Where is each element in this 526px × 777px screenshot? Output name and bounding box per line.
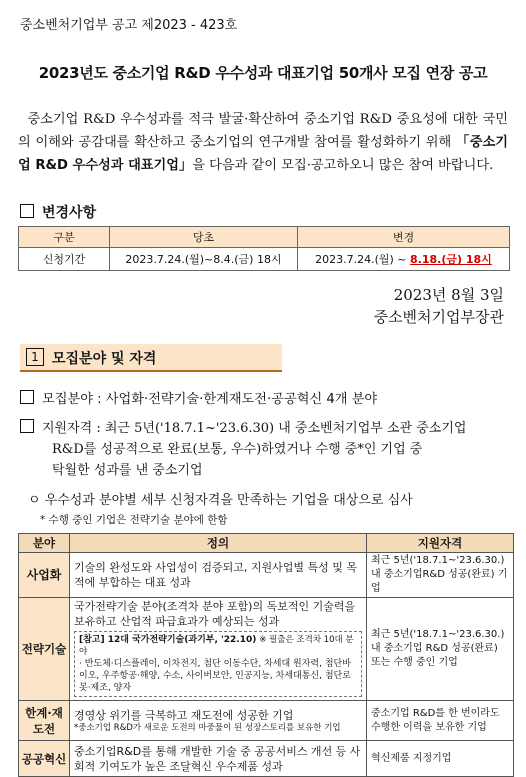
issuer: 중소벤처기업부장관 <box>373 308 504 326</box>
intro-text-before: 중소기업 R&D 우수성과를 적극 발굴·확산하여 중소기업 R&D 중요성에 대한 국민의 이해와 공감대를 확산하고 중소기업의 연구개발 참여를 활성화하기 위해 <box>18 112 508 150</box>
note: * 수행 중인 기업은 전략기술 분야에 한함 <box>40 514 228 526</box>
definition-text: 국가전략기술 분야(조격차 분야 포함)의 독보적인 기술력을 보유하고 산업적 파급효과가 예상되는 성과 <box>74 600 356 628</box>
changed-highlight: 8.18.(금) 18시 <box>410 253 492 266</box>
qualification-cell: 혁신제품 지정기업 <box>367 741 514 777</box>
definition-cell <box>70 598 367 701</box>
field-table <box>18 533 514 777</box>
notice-number: 중소벤처기업부 공고 제2023 - 423호 <box>20 18 238 33</box>
category-cell: 사업화 <box>19 553 70 598</box>
qualification-cell: 최근 5년('18.7.1~'23.6.30.) 내 중소기업 R&D 성공(완료) 또는 수행 중인 기업 <box>367 598 514 701</box>
reference-items: · 반도체·디스플레이, 이차전지, 첨단 이동수단, 차세대 원자력, 첨단바이오, 우주항공·해양, 수소, 사이버보안, 인공지능, 차세대통신, 첨단로봇·제조, 양자 <box>79 659 351 693</box>
checkbox-square-icon <box>20 419 34 433</box>
reference-title: [참고] 12대 국가전략기술(과기부, '22.10) <box>79 635 257 645</box>
qualification-cell: 최근 5년('18.7.1~'23.6.30.) 내 중소기업R&D 성공(완료) 기업 <box>367 553 514 598</box>
qualification-line-2: R&D를 성공적으로 완료(보통, 우수)하였거나 수행 중*인 기업 중 <box>52 442 423 457</box>
qualification-cell: 중소기업 R&D를 한 번이라도 수행한 이력을 보유한 기업 <box>367 701 514 741</box>
table-header-cell: 분야 <box>19 534 70 553</box>
table-header-cell: 정의 <box>70 534 367 553</box>
section-number: 1 <box>26 348 44 366</box>
changes-heading <box>20 202 96 222</box>
qualification-line-3: 탁월한 성과를 낸 중소기업 <box>52 463 203 478</box>
changes-table-header <box>19 227 510 248</box>
circle-line: ㅇ 우수성과 분야별 세부 신청자격을 만족하는 기업을 대상으로 심사 <box>28 493 413 508</box>
definition-text: 경영상 위기를 극복하고 재도전에 성공한 기업 <box>74 708 294 722</box>
checkbox-square-icon <box>20 204 34 218</box>
changes-heading-label: 변경사항 <box>42 205 97 221</box>
category-cell: 전략기술 <box>19 598 70 701</box>
field-line <box>20 388 377 407</box>
table-header-cell: 구분 <box>19 227 110 248</box>
qualification-text-1: : 최근 5년('18.7.1~'23.6.30) 내 중소벤처기업부 소관 중소기업 <box>92 421 467 436</box>
checkbox-square-icon <box>20 390 34 404</box>
reference-box <box>74 631 362 697</box>
table-row <box>19 553 514 598</box>
definition-cell: 기술의 완성도와 사업성이 검증되고, 지원사업별 특성 및 목적에 부합하는 대표 성과 <box>70 553 367 598</box>
field-table-header <box>19 534 514 553</box>
table-header-cell: 당초 <box>110 227 298 248</box>
table-cell: 2023.7.24.(월)~8.4.(금) 18시 <box>110 248 298 271</box>
definition-cell <box>70 701 367 741</box>
table-header-cell: 변경 <box>297 227 509 248</box>
table-cell <box>297 248 509 271</box>
qualification-label: 지원자격 <box>42 421 93 436</box>
intro-highlight: 「중소기업 R&D 우수성과 대표기업」 <box>18 135 508 173</box>
reference-title-line <box>79 634 357 658</box>
definition-cell: 중소기업R&D를 통해 개발한 기술 중 공공서비스 개선 등 사회적 기여도가 높은 조달혁신 우수제품 성과 <box>70 741 367 777</box>
category-cell: 한계·재도전 <box>19 701 70 741</box>
table-row <box>19 741 514 777</box>
field-line-text: 모집분야 : 사업화·전략기술·한계재도전·공공혁신 4개 분야 <box>42 392 378 407</box>
section-label: 모집분야 및 자격 <box>52 351 157 367</box>
table-header-cell: 지원자격 <box>367 534 514 553</box>
table-cell: 신청기간 <box>19 248 110 271</box>
changed-prefix: 2023.7.24.(월) ~ <box>315 253 411 266</box>
notice-date: 2023년 8월 3일 <box>393 286 504 304</box>
qualification-line-1 <box>20 418 506 439</box>
changes-table <box>18 226 510 271</box>
category-cell: 공공혁신 <box>19 741 70 777</box>
table-row <box>19 598 514 701</box>
page-title: 2023년도 중소기업 R&D 우수성과 대표기업 50개사 모집 연장 공고 <box>38 64 488 82</box>
definition-note: *중소기업 R&D가 새로운 도전의 마중물이 된 성장스토리를 보유한 기업 <box>74 722 341 733</box>
reference-note: ※ 필출은 조격차 10대 분야 <box>79 635 354 657</box>
intro-paragraph <box>18 108 508 177</box>
table-row <box>19 248 510 271</box>
table-row <box>19 701 514 741</box>
section-heading <box>20 344 282 372</box>
qualification-block <box>20 418 506 481</box>
intro-text-after: 을 다음과 같이 모집·공고하오니 많은 참여 바랍니다. <box>192 158 494 173</box>
